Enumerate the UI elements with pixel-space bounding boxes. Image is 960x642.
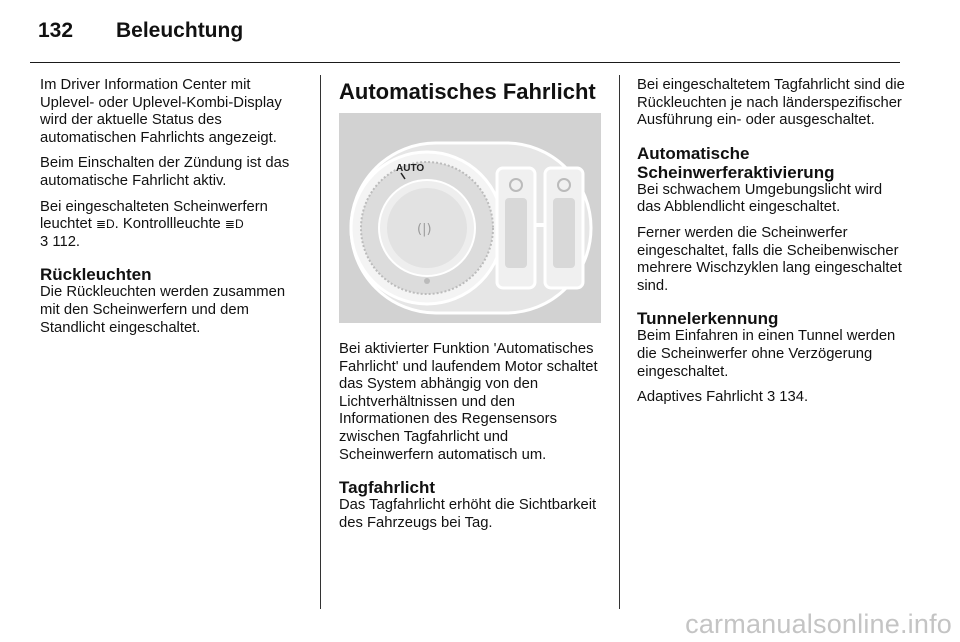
column-1 — [40, 77, 305, 345]
paragraph-text: . Kontrollleuchte — [114, 216, 225, 233]
paragraph: Bei schwachem Umgebungslicht wird das Abblendlicht eingeschaltet. — [637, 181, 883, 216]
svg-text:(|): (|) — [417, 222, 432, 237]
auto-label: AUTO — [396, 163, 425, 174]
section-title: Automatisches Fahrlicht — [339, 79, 596, 104]
paragraph: Ferner werden die Scheinwerfer eingeschaltet, falls die Scheibenwischer mehrere Wischzyklen lang eingeschaltet sind. — [637, 224, 902, 294]
watermark: carmanualsonline.info — [685, 609, 952, 639]
column-2 — [339, 77, 604, 540]
header-rule — [30, 62, 900, 63]
reference-arrow-icon: 3 — [766, 389, 776, 406]
page-reference[interactable]: 134. — [775, 389, 809, 406]
chapter-title: Beleuchtung — [116, 19, 244, 42]
paragraph: Das Tagfahrlicht erhöht die Sichtbarkeit des Fahrzeugs bei Tag. — [339, 497, 597, 531]
paragraph: Im Driver Information Center mit Uplevel- oder Uplevel-Kombi-Display wird der aktuelle Status des automatischen Fahrlichts angezeigt. — [40, 77, 282, 146]
paragraph: Bei aktivierter Funktion 'Automatisches Fahrlicht' und laufendem Motor schaltet das System abhängig von den Lichtverhältnissen und den Informationen des Regensensors zwischen Tagfahrlicht und Scheinwerfern automatisch um. — [339, 341, 598, 463]
reference-arrow-icon: 3 — [40, 233, 49, 250]
heading-tagfahrlicht: Tagfahrlicht — [339, 478, 436, 498]
paragraph: Beim Einfahren in einen Tunnel werden die Scheinwerfer ohne Verzögerung eingeschaltet. — [637, 328, 896, 380]
paragraph-text: Adaptives Fahrlicht — [637, 389, 767, 406]
paragraph: Die Rückleuchten werden zusammen mit den Scheinwerfern und dem Standlicht eingeschaltet. — [40, 284, 286, 336]
page-number: 132 — [38, 19, 74, 42]
paragraph — [40, 199, 305, 252]
light-switch-figure — [339, 113, 601, 323]
headlight-icon: ≣D — [224, 217, 244, 232]
page-reference[interactable]: 112. — [48, 233, 81, 250]
column-3 — [637, 77, 905, 415]
heading-rueckleuchten: Rückleuchten — [40, 265, 152, 285]
headlight-icon: ≣D — [95, 217, 115, 232]
heading-tunnelerkennung: Tunnelerkennung — [637, 309, 779, 329]
paragraph-text: Bei eingeschalteten Scheinwerfern leuchtet — [40, 198, 268, 233]
column-divider-2 — [619, 75, 620, 609]
column-divider-1 — [320, 75, 321, 609]
light-switch-illustration — [339, 113, 601, 323]
paragraph: Bei eingeschaltetem Tagfahrlicht sind die Rückleuchten je nach länderspezifischer Ausführung ein- oder ausgeschaltet. — [637, 77, 905, 129]
paragraph — [637, 389, 905, 407]
paragraph: Beim Einschalten der Zündung ist das automatische Fahrlicht aktiv. — [40, 155, 290, 189]
heading-scheinwerferaktivierung: Automatische Scheinwerferaktivierung — [637, 143, 835, 182]
